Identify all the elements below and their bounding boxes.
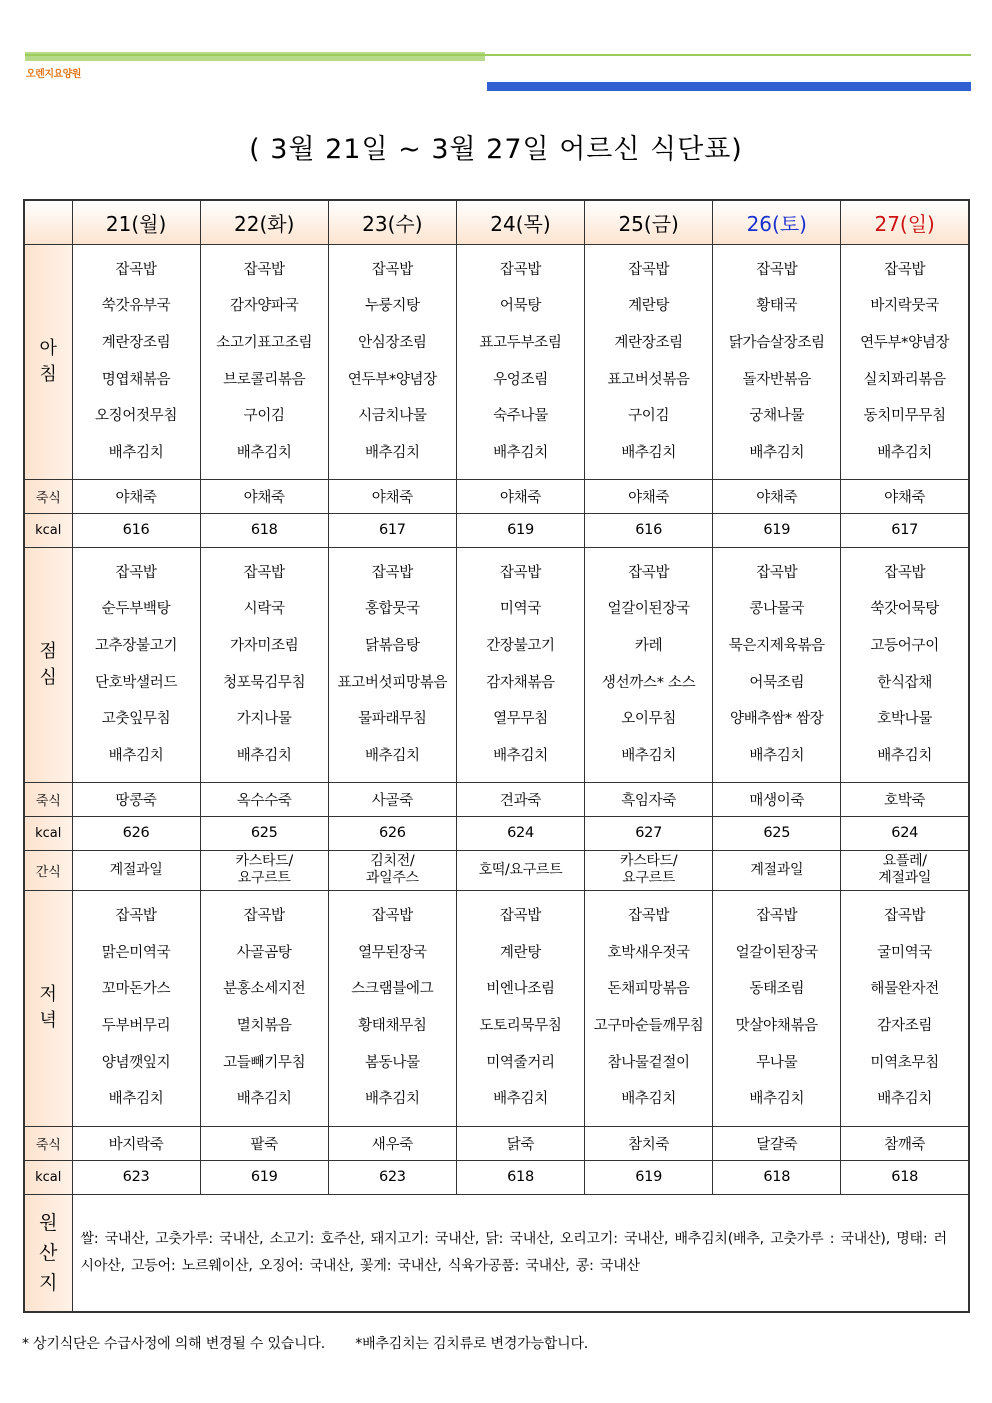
snack-cell [585,850,713,890]
dish-item: 도토리묵무침 [479,1018,562,1034]
dish-item: 잡곡밥 [756,261,798,278]
dinner-menu-cell [456,890,584,1126]
dish-item: 시락국 [243,601,285,618]
porridge-label-text: 죽식 [35,793,61,809]
lunch-menu-cell [585,547,713,782]
breakfast-porridge-cell: 야채죽 [841,479,969,513]
dish-item: 고추장불고기 [94,637,178,654]
dish-item: 잡곡밥 [756,908,798,925]
dish-item: 표고버섯피망볶음 [337,674,448,691]
breakfast-porridge-cell: 야채죽 [200,479,328,513]
dish-item: 간장불고기 [486,637,555,654]
day-header-row [24,200,969,244]
dish-item: 맛살야채볶음 [735,1018,818,1034]
snack-line: 호떡/요구르트 [478,861,563,878]
lunch-kcal-cell: 626 [328,816,456,850]
dish-item: 닭가슴살장조림 [728,334,825,351]
lunch-kcal-cell: 624 [456,816,584,850]
kcal-label-text: kcal [35,522,62,538]
snack-line: 요구르트 [622,870,676,886]
dish-item: 어묵탕 [499,298,542,315]
day-header: 27(일) [841,200,969,244]
dish-item: 고구마순들깨무침 [593,1018,704,1034]
dish-item: 두부버무리 [101,1018,171,1034]
dinner-kcal-cell: 618 [713,1160,841,1194]
day-header: 25(금) [585,200,713,244]
dish-item: 잡곡밥 [756,564,798,581]
page-title: ( 3월 21일 ~ 3월 27일 어르신 식단표) [249,134,743,165]
dinner-menu-cell [841,890,969,1126]
origin-label-text: 원 산 지 [39,1211,58,1294]
dish-item: 묵은지제육볶음 [728,637,825,654]
dish-item: 잡곡밥 [884,908,926,925]
dish-item: 동태조림 [749,981,805,998]
dish-item: 감자채볶음 [486,674,555,691]
lunch-porridge-cell: 매생이죽 [713,782,841,816]
dish-item: 가지나물 [236,711,292,728]
kcal-label [24,513,72,547]
dish-item: 동치미무무침 [863,408,946,425]
dish-item: 배추김치 [364,444,420,461]
kcal-label [24,1160,72,1194]
dish-item: 얼갈이된장국 [607,601,690,618]
dish-item: 구이김 [628,408,670,425]
breakfast-label-text: 아 침 [39,337,57,385]
dish-item: 굴미역국 [877,944,933,961]
dish-item: 참나물겉절이 [607,1054,690,1071]
lunch-menu-cell [713,547,841,782]
breakfast-kcal-cell: 617 [328,513,456,547]
footnote-change: * 상기식단은 수급사정에 의해 변경될 수 있습니다. [22,1336,326,1352]
snack-line: 계절과일 [878,870,932,886]
lunch-menu-cell [72,547,200,782]
dish-item: 안심장조림 [358,334,427,351]
dinner-kcal-cell: 623 [72,1160,200,1194]
dish-item: 순두부백탕 [101,601,171,618]
snack-cell [841,850,969,890]
dish-item: 미역줄거리 [486,1054,555,1071]
breakfast-kcal-cell: 616 [72,513,200,547]
lunch-porridge-cell: 땅콩죽 [72,782,200,816]
breakfast-menu-cell [72,244,200,479]
lunch-row [24,547,969,782]
dish-item: 연두부*양념장 [347,371,437,388]
breakfast-porridge-cell: 야채죽 [456,479,584,513]
dish-item: 구이김 [243,408,285,425]
dinner-porridge-cell: 달걀죽 [713,1126,841,1160]
dish-item: 스크램블에그 [351,981,434,998]
dish-item: 계란탕 [499,944,542,961]
header-blue-bar [487,82,971,91]
menu-table [23,199,970,1313]
lunch-menu-cell [200,547,328,782]
breakfast-porridge-cell: 야채죽 [713,479,841,513]
breakfast-porridge-cell: 야채죽 [72,479,200,513]
dish-item: 표고두부조림 [479,334,562,351]
snack-line: 카스타드/ [235,853,293,869]
snack-line: 카스타드/ [619,853,678,869]
dish-item: 오이무침 [621,711,677,728]
dish-item: 배추김치 [621,747,677,764]
breakfast-menu-cell [585,244,713,479]
dish-item: 누룽지탕 [364,298,420,315]
dish-item: 배추김치 [108,444,164,461]
dish-item: 배추김치 [493,747,548,764]
dish-item: 열무무침 [493,711,548,728]
dinner-kcal-cell: 618 [841,1160,969,1194]
dish-item: 고춧잎무침 [101,711,171,728]
origin-text: 쌀: 국내산, 고춧가루: 국내산, 소고기: 호주산, 돼지고기: 국내산, 닭: 국내산, 오리고기: 국내산, 배추김치(배추, 고춧가루 : 국내산), 명태: 러시아산, 고등어: 노르웨이산, 오징어: 국내산, 꽃게: 국내산, 식육가공품: 국내산, 콩: 국내산 [72,1194,969,1312]
dish-item: 미역초무침 [870,1054,939,1071]
logo-text: 오렌지요양원 [26,69,81,80]
dish-item: 가자미조림 [229,637,299,654]
dish-item: 계란장조림 [614,334,683,351]
dinner-row [24,890,969,1126]
lunch-porridge-cell: 흑임자죽 [585,782,713,816]
dinner-kcal-cell: 619 [585,1160,713,1194]
dish-item: 잡곡밥 [115,261,157,278]
dish-item: 실치꽈리볶음 [863,371,946,388]
dish-item: 봄동나물 [364,1054,420,1071]
dish-item: 감자양파국 [229,298,299,315]
lunch-kcal-cell: 625 [200,816,328,850]
snack-line: 김치전/ [370,853,415,869]
dish-item: 배추김치 [364,1091,420,1108]
dish-item: 잡곡밥 [371,564,413,581]
day-header: 24(목) [456,200,584,244]
day-header: 21(월) [72,200,200,244]
snack-cell [72,850,200,890]
lunch-menu-cell [456,547,584,782]
snack-row [24,850,969,890]
breakfast-menu-cell [200,244,328,479]
dish-item: 홍합뭇국 [364,601,420,618]
corner-cell [24,200,72,244]
dinner-menu-cell [585,890,713,1126]
kcal-label-text: kcal [35,1169,62,1185]
dish-item: 쑥갓어묵탕 [870,601,939,618]
dish-item: 배추김치 [749,747,805,764]
dish-item: 멸치볶음 [236,1018,292,1034]
dinner-menu-cell [328,890,456,1126]
day-header: 23(수) [328,200,456,244]
kcal-label-text: kcal [35,825,62,841]
dish-item: 잡곡밥 [628,564,670,581]
dish-item: 카레 [634,637,663,654]
dish-item: 잡곡밥 [115,908,157,925]
porridge-label-text: 죽식 [35,1137,61,1153]
dish-item: 배추김치 [749,444,805,461]
dish-item: 잡곡밥 [628,261,670,278]
porridge-label-text: 죽식 [35,490,61,506]
dish-item: 청포묵김무침 [223,674,306,691]
dish-item: 오징어젓무침 [94,408,178,425]
dinner-kcal-row [24,1160,969,1194]
dinner-label-text: 저 녁 [39,984,57,1031]
snack-label-text: 간식 [35,864,61,880]
dish-item: 배추김치 [621,444,677,461]
dish-item: 브로콜리볶음 [223,371,306,388]
dish-item: 배추김치 [364,747,420,764]
dinner-porridge-cell: 새우죽 [328,1126,456,1160]
dish-item: 명엽채볶음 [101,371,171,388]
lunch-kcal-cell: 627 [585,816,713,850]
dish-item: 생선까스* 소스 [601,674,696,691]
dish-item: 배추김치 [877,747,933,764]
dish-item: 감자조림 [877,1018,933,1034]
dish-item: 잡곡밥 [499,261,542,278]
dish-item: 해물완자전 [870,981,939,998]
dish-item: 배추김치 [108,1091,164,1108]
dish-item: 배추김치 [749,1091,805,1108]
dish-item: 어묵조림 [749,674,805,691]
breakfast-kcal-row [24,513,969,547]
dish-item: 소고기표고조림 [216,334,313,351]
dish-item: 배추김치 [236,747,292,764]
lunch-kcal-cell: 626 [72,816,200,850]
dish-item: 시금치나물 [358,408,427,425]
dish-item: 바지락뭇국 [870,298,939,315]
lunch-porridge-cell: 호박죽 [841,782,969,816]
dish-item: 단호박샐러드 [94,674,178,691]
origin-row [24,1194,969,1312]
dish-item: 잡곡밥 [115,564,157,581]
dish-item: 황태국 [756,298,798,315]
dinner-porridge-cell: 참치죽 [585,1126,713,1160]
dish-item: 배추김치 [493,1091,548,1108]
breakfast-kcal-cell: 619 [456,513,584,547]
dish-item: 잡곡밥 [371,908,413,925]
dish-item: 잡곡밥 [884,564,926,581]
dish-item: 고등어구이 [870,637,939,654]
breakfast-kcal-cell: 618 [200,513,328,547]
dish-item: 잡곡밥 [499,564,542,581]
breakfast-row [24,244,969,479]
dish-item: 배추김치 [877,444,933,461]
dish-item: 잡곡밥 [628,908,670,925]
breakfast-menu-cell [456,244,584,479]
dish-item: 잡곡밥 [371,261,413,278]
dish-item: 고들빼기무침 [223,1054,306,1071]
lunch-porridge-cell: 견과죽 [456,782,584,816]
dish-item: 황태채무침 [358,1018,427,1034]
dish-item: 계란장조림 [101,334,171,351]
origin-label [24,1194,72,1312]
day-header: 26(토) [713,200,841,244]
lunch-kcal-cell: 625 [713,816,841,850]
dinner-kcal-cell: 618 [456,1160,584,1194]
snack-cell [328,850,456,890]
kcal-label [24,816,72,850]
header-green-line [25,54,971,56]
lunch-porridge-row [24,782,969,816]
dish-item: 닭볶음탕 [364,637,420,654]
breakfast-kcal-cell: 617 [841,513,969,547]
dish-item: 콩나물국 [749,601,805,618]
dinner-porridge-cell: 참깨죽 [841,1126,969,1160]
dish-item: 배추김치 [493,444,548,461]
dish-item: 돌자반볶음 [742,371,812,388]
dish-item: 얼갈이된장국 [735,944,818,961]
lunch-label-text: 점 심 [39,640,57,688]
lunch-kcal-row [24,816,969,850]
snack-cell [713,850,841,890]
lunch-porridge-cell: 옥수수죽 [200,782,328,816]
dish-item: 양념깻잎지 [101,1054,171,1071]
breakfast-porridge-cell: 야채죽 [328,479,456,513]
dish-item: 우엉조림 [493,371,548,388]
lunch-porridge-cell: 사골죽 [328,782,456,816]
breakfast-menu-cell [328,244,456,479]
lunch-label [24,547,72,782]
dish-item: 호박나물 [877,711,933,728]
dish-item: 열무된장국 [358,944,427,961]
dish-item: 쑥갓유부국 [101,298,171,315]
snack-label [24,850,72,890]
dish-item: 비엔나조림 [486,981,555,998]
dish-item: 양배추쌈* 쌈장 [730,711,824,728]
dish-item: 한식잡채 [877,674,933,691]
dinner-menu-cell [72,890,200,1126]
breakfast-menu-cell [713,244,841,479]
dish-item: 숙주나물 [493,408,548,425]
dish-item: 호박새우젓국 [607,944,690,961]
porridge-label [24,1126,72,1160]
dish-item: 잡곡밥 [499,908,542,925]
dinner-menu-cell [200,890,328,1126]
dinner-porridge-cell: 바지락죽 [72,1126,200,1160]
snack-line: 요플레/ [882,853,927,869]
breakfast-kcal-cell: 619 [713,513,841,547]
dish-item: 계란탕 [628,298,670,315]
dish-item: 배추김치 [621,1091,677,1108]
footnote-kimchi: *배추김치는 김치류로 변경가능합니다. [355,1336,589,1352]
dish-item: 배추김치 [877,1091,933,1108]
snack-line: 계절과일 [109,861,163,878]
dish-item: 잡곡밥 [243,908,285,925]
footnote [22,1333,614,1353]
dish-item: 배추김치 [236,444,292,461]
porridge-label [24,479,72,513]
dish-item: 잡곡밥 [243,261,285,278]
dish-item: 돈채피망볶음 [607,981,690,998]
dish-item: 연두부*양념장 [860,334,950,351]
dish-item: 배추김치 [236,1091,292,1108]
breakfast-porridge-cell: 야채죽 [585,479,713,513]
dish-item: 무나물 [756,1054,798,1071]
dish-item: 맑은미역국 [101,944,171,961]
lunch-menu-cell [841,547,969,782]
snack-cell [200,850,328,890]
lunch-menu-cell [328,547,456,782]
breakfast-label [24,244,72,479]
dish-item: 분홍소세지전 [223,981,306,998]
breakfast-menu-cell [841,244,969,479]
dish-item: 잡곡밥 [884,261,926,278]
lunch-kcal-cell: 624 [841,816,969,850]
dish-item: 물파래무침 [358,711,427,728]
snack-line: 요구르트 [237,870,291,886]
dish-item: 꼬마돈가스 [101,981,171,998]
dish-item: 잡곡밥 [243,564,285,581]
dinner-label [24,890,72,1126]
dish-item: 배추김치 [108,747,164,764]
porridge-label [24,782,72,816]
breakfast-kcal-cell: 616 [585,513,713,547]
dinner-kcal-cell: 619 [200,1160,328,1194]
dinner-porridge-cell: 닭죽 [456,1126,584,1160]
snack-line: 과일주스 [365,870,419,886]
dinner-porridge-row [24,1126,969,1160]
dish-item: 사골곰탕 [236,944,292,961]
dinner-kcal-cell: 623 [328,1160,456,1194]
snack-cell [456,850,584,890]
dinner-menu-cell [713,890,841,1126]
dish-item: 표고버섯볶음 [607,371,690,388]
snack-line: 계절과일 [750,861,804,878]
day-header: 22(화) [200,200,328,244]
dinner-porridge-cell: 팥죽 [200,1126,328,1160]
dish-item: 궁채나물 [749,408,805,425]
dish-item: 미역국 [499,601,542,618]
breakfast-porridge-row [24,479,969,513]
